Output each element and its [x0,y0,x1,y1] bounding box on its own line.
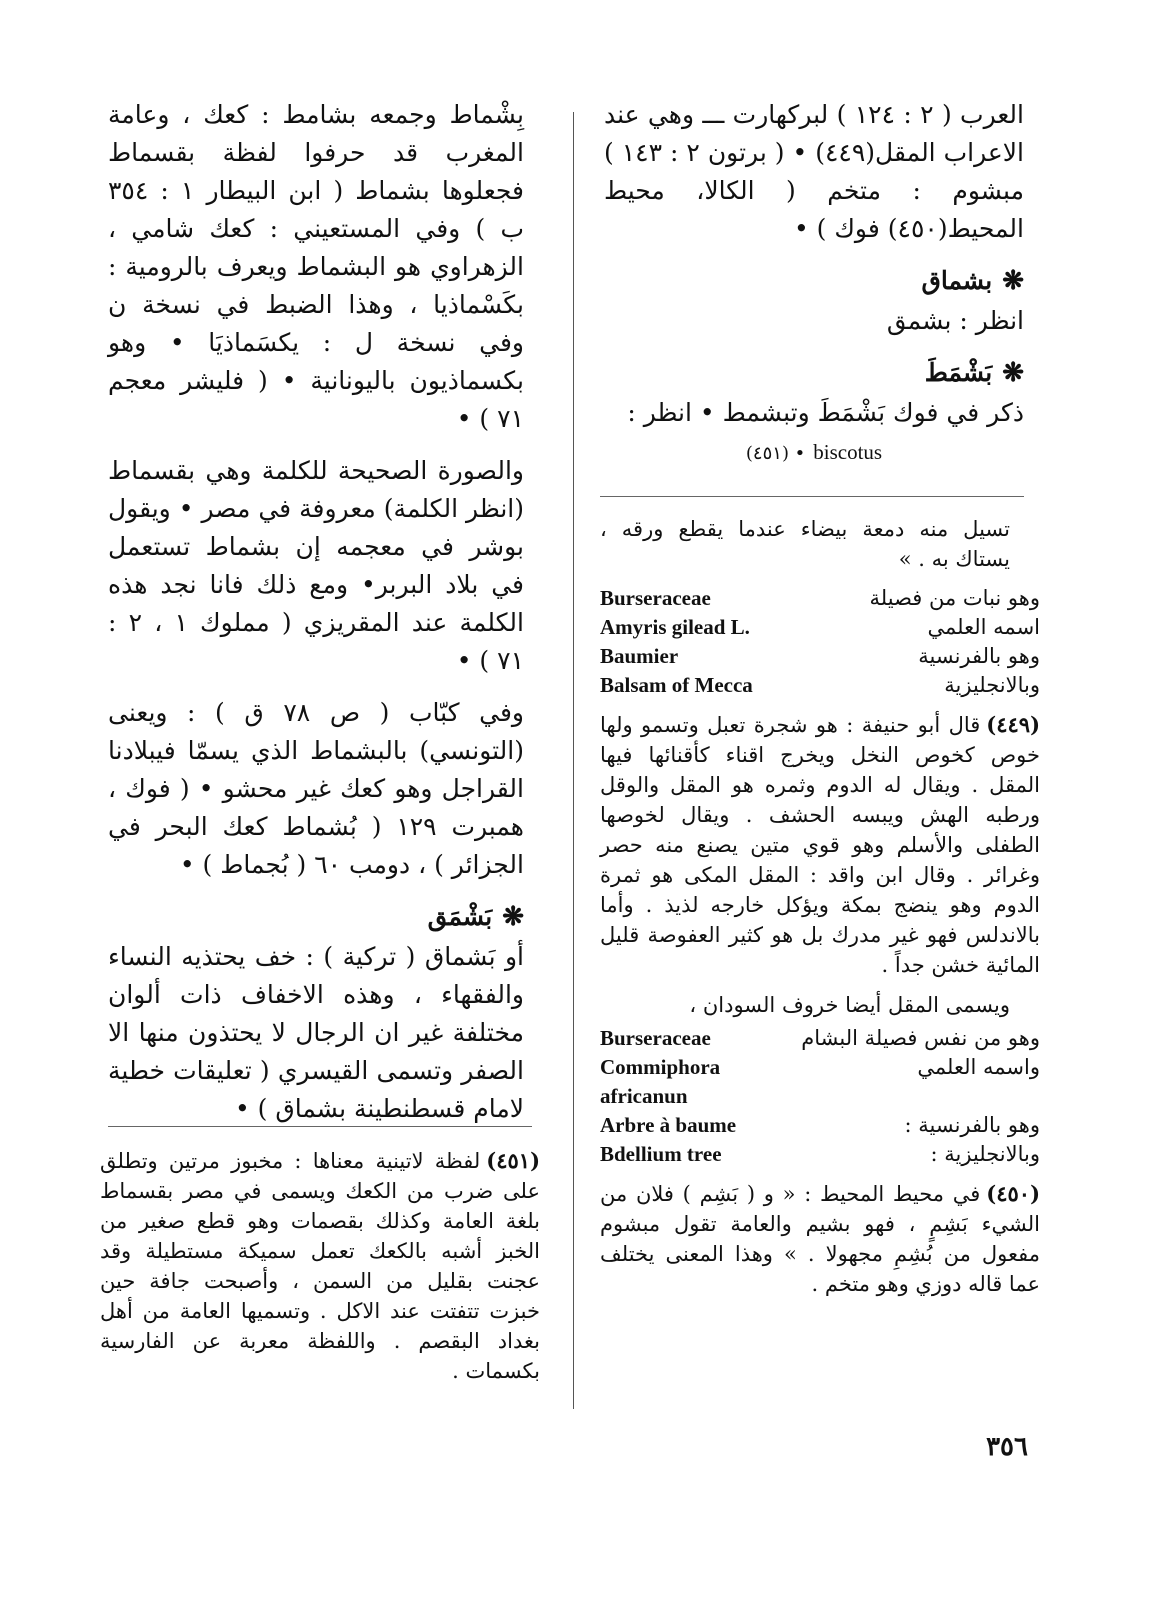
term-row [600,671,1040,700]
term-row [600,1024,1040,1053]
column-divider [573,112,574,1409]
term-en: Bdellium tree [600,1142,722,1166]
left-paragraph-3: وفي كبّاب ( ص ٧٨ ق ) : ويعنى (التونسي) بالبشماط الذي يسمّا فيبلادنا القراجل وهو كعك غير محشو • ( فوك ، همبرت ١٢٩ ( بُشماط كعك البحر في الجزائر ) ، دومب ٦٠ ( بُجماط ) • [108,698,524,879]
footnote-rule-right [600,496,1024,497]
term-en: Burseraceae [600,1026,711,1050]
footnote-number: (٤٤٩) [986,712,1040,737]
term-ar: وهو من نفس فصيلة البشام [801,1026,1040,1050]
term-en: Commiphora africanun [600,1055,721,1108]
footnote-text: قال أبو حنيفة : هو شجرة تعبل وتسمو ولها خوص كخوص النخل ويخرج اقناء كأقنائها فيها المقل . ويقال له الدوم وثمره هو المقل والوقل ورطبه الهش ويبسه الحشف . ويقال لخوصها الطفلى والأسلم وهو قوي متين يصنع منه حصر وغرائر . وقال ابن واقد : المقل المكى هو ثمرة الدوم وهو ينضج بمكة ويؤكل خارجه لذيذ . وأما بالاندلس فهو غير مدرك بل هو كثير العفوصة قليل المائية خشن جداً . [600,713,1040,977]
footnote-text: لفظة لاتينية معناها : مخبوز مرتين وتطلق على ضرب من الكعك ويسمى في مصر بقسماط بلغة العامة وكذلك بقصمات وهو قطع صغير من الخبز أشبه بالكعك تعمل سميكة مستطيلة وقد عجنت بقليل من السمن ، وأصبحت جافة حين خبزت تتفتت عند الاكل . وتسميها العامة من أهل بغداد البقصم . واللفظة معربة عن الفارسية بكسمات . [100,1149,540,1383]
term-en: Baumier [600,644,679,668]
entry-headword: بشماق [921,266,993,295]
entry-body: ذكر في فوك بَشْمَطَ وتبشمط • انظر : [627,398,1024,427]
term-ar: وبالانجليزية [944,673,1040,697]
right-intro-paragraph: العرب ( ٢ : ١٢٤ ) لبركهارت ـــ وهي عند الاعراب المقل(٤٤٩) • ( برتون ٢ : ١٤٣ ) مبشوم : متخم ( الكالا، محيط المحيط(٤٥٠) فوك ) • [604,100,1024,243]
left-paragraph-1: بِشْماط وجمعه بشامط : كعك ، وعامة المغرب قد حرفوا لفظة بقسماط فجعلوها بشماط ( ابن البيطار ١ : ٣٥٤ ب ) وفي المستعيني : كعك شامي ، الزهراوي هو البشماط ويعرف بالرومية : بكَسْماذيا ، وهذا الضبط في نسخة ن وفي نسخة ل : يكسَماذيَا • وهو بكسماذيون باليونانية • ( فليشر معجم ٧١ ) • [108,100,524,433]
footnote-449 [600,710,1040,980]
entry-body: أو بَشماق ( تركية ) : خف يحتذيه النساء والفقهاء ، وهذه الاخفاف ذات ألوان مختلفة غير ان الرجال لا يحتذون منها الا الصفر وتسمى القيسري ( تعليقات خطية لامام قسطنطينة بشماق ) • [108,942,524,1123]
term-en: Burseraceae [600,586,711,610]
entry-headword: بَشْمَق [427,902,493,931]
footnote-number: (٤٥٠) [986,1181,1040,1206]
term-ar: وهو نبات من فصيلة [869,586,1040,610]
footnote-continuation: تسيل منه دمعة بيضاء عندما يقطع ورقه ، يستاك به . » [600,517,1010,571]
asterisk-icon: ❋ [502,902,524,932]
footnote-451 [100,1146,540,1386]
right-column [604,96,1024,473]
footnote-text: في محيط المحيط : « و ( بَشِم ) فلان من الشيء بَشِمٍ ، فهو بشيم والعامة تقول مبشوم مفعول من بُشِمِ مجهولا . » وهذا المعنى يختلف عما قاله دوزي وهو متخم . [600,1182,1040,1296]
footnote-ref: • (٤٥١) [745,443,806,464]
page-number: ٣٥٦ [986,1432,1028,1462]
terms-table-1 [600,584,1040,700]
term-en: Balsam of Mecca [600,673,753,697]
term-row [600,1111,1040,1140]
footnotes-left [100,1146,540,1396]
footnote-449-continued: ويسمى المقل أيضا خروف السودان ، [689,993,1010,1017]
term-ar: اسمه العلمي [927,615,1040,639]
entry-bashmaq [604,262,1024,300]
term-row [600,584,1040,613]
terms-table-2 [600,1024,1040,1169]
entry-bashmat [604,354,1024,392]
footnote-number: (٤٥١) [486,1148,540,1173]
entry-headword: بَشْمَطَ [924,358,993,387]
asterisk-icon: ❋ [1002,358,1024,388]
left-paragraph-2: والصورة الصحيحة للكلمة وهي بقسماط (انظر الكلمة) معروفة في مصر • ويقول بوشر في معجمه إن بشماط تستعمل في بلاد البربر• ومع ذلك فانا نجد هذه الكلمة عند المقريزي ( مملوك ١ ، ٢ : ٧١ ) • [108,456,524,675]
term-en: Amyris gilead L. [600,615,750,639]
latin-term: biscotus [813,440,883,464]
entry-body: انظر : بشمق [886,306,1024,335]
footnotes-right [600,514,1040,1309]
entry-bashmaq-2 [108,898,524,936]
footnote-450 [600,1179,1040,1299]
term-ar: واسمه العلمي [917,1055,1040,1079]
term-row [600,642,1040,671]
term-row [600,613,1040,642]
latin-line [604,432,1024,473]
asterisk-icon: ❋ [1002,266,1024,296]
term-row [600,1053,1040,1111]
term-ar: وهو بالفرنسية : [904,1113,1040,1137]
term-en: Arbre à baume [600,1113,737,1137]
term-row [600,1140,1040,1169]
term-ar: وبالانجليزية : [930,1142,1040,1166]
footnote-rule-left [108,1126,532,1127]
left-column [108,96,524,1142]
term-ar: وهو بالفرنسية [918,644,1040,668]
